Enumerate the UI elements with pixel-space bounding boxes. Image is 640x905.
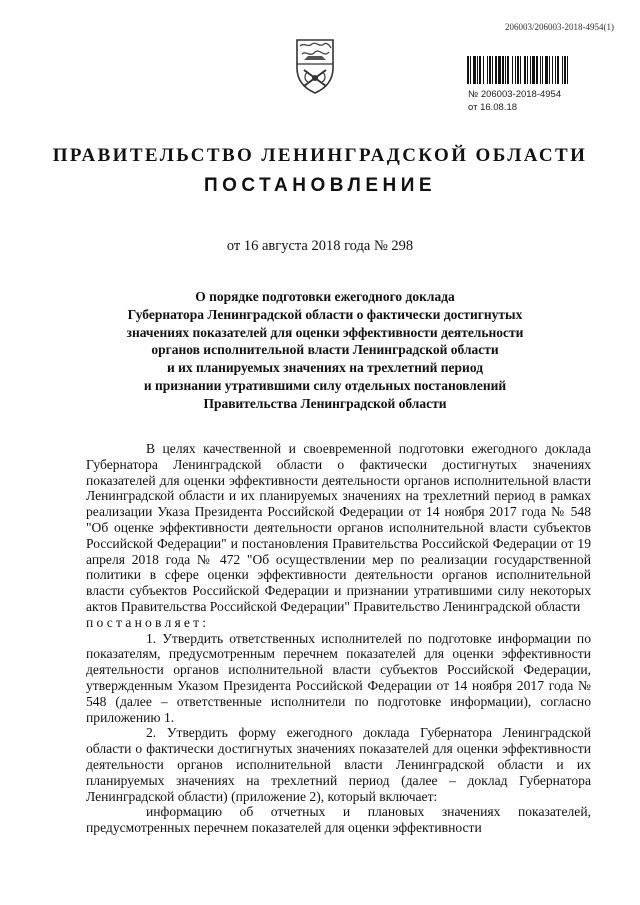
barcode	[466, 56, 614, 84]
document-date-number: от 16 августа 2018 года № 298	[226, 238, 414, 254]
title-line: Правительства Ленинградской области	[203, 395, 447, 411]
clause-2-subitem: информацию об отчетных и плановых значениях показателей, предусмотренных перечнем показателей для оценки эффективности	[86, 804, 591, 836]
organization-heading: ПРАВИТЕЛЬСТВО ЛЕНИНГРАДСКОЙ ОБЛАСТИ	[52, 145, 588, 166]
title-line: и признании утратившими силу отдельных постановлений	[143, 377, 507, 393]
preamble-paragraph: В целях качественной и своевременной подготовки ежегодного доклада Губернатора Ленинградской области о фактически достигнутых значениях показателей для оценки эффективности деятельности органов исполнительной власти Ленинградской области и их планируемых значениях на трехлетний период в рамках реализации Указа Президента Российской Федерации от 14 ноября 2017 года № 548 "Об оценке эффективности деятельности органов исполнительной власти субъектов Российской Федерации" и постановления Правительства Российской Федерации от 19 апреля 2018 года № 472 "Об осуществлении мер по реализации государственной политики в сфере оценки эффективности деятельности органов исполнительной власти субъектов Российской Федерации и признании утратившими силу некоторых актов Правительства Российской Федерации" Правительство Ленинградской области	[86, 441, 591, 614]
title-line: Губернатора Ленинградской области о фактически достигнутых	[127, 306, 523, 322]
document-body	[86, 441, 591, 836]
registration-number: № 206003-2018-4954	[468, 89, 562, 100]
title-line: органов исполнительной власти Ленинградской области	[151, 342, 499, 358]
coat-of-arms-icon	[294, 38, 336, 94]
document-type-heading: ПОСТАНОВЛЕНИЕ	[203, 175, 437, 196]
clause-1: 1. Утвердить ответственных исполнителей по подготовке информации по показателям, предусмотренным перечнем показателей для оценки эффективности деятельности органов исполнительной власти субъектов Российской Федерации, утвержденным Указом Президента Российской Федерации от 14 ноября 2017 года № 548 (далее – ответственные исполнители по подготовке информации), согласно приложению 1.	[86, 630, 591, 725]
document-title	[60, 288, 590, 413]
title-line: значениях показателей для оценки эффективности деятельности	[126, 324, 524, 340]
registration-date: от 16.08.18	[468, 102, 518, 113]
clause-2: 2. Утвердить форму ежегодного доклада Губернатора Ленинградской области о фактически достигнутых значениях показателей для оценки эффективности деятельности органов исполнительной власти Ленинградской области и их планируемых значениях на трехлетний период (далее – доклад Губернатора Ленинградской области) (приложение 2), который включает:	[86, 725, 591, 804]
title-line: О порядке подготовки ежегодного доклада	[195, 289, 455, 304]
document-reference-code: 206003/206003-2018-4954(1)	[505, 22, 614, 32]
registration-stamp	[468, 88, 561, 114]
title-line: и их планируемых значениях на трехлетний период	[166, 360, 484, 376]
decree-word: постановляет:	[86, 614, 210, 630]
